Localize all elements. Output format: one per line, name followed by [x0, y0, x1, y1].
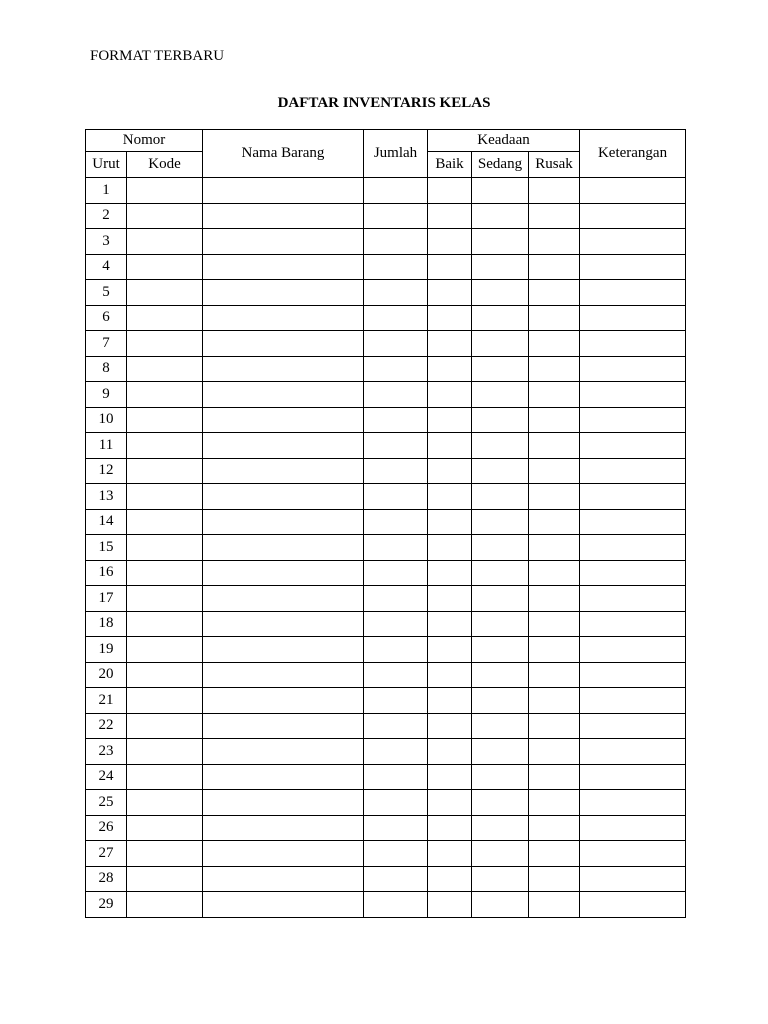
baik-cell — [428, 280, 472, 306]
rusak-cell — [529, 611, 580, 637]
header-jumlah: Jumlah — [364, 130, 428, 178]
keterangan-cell — [580, 382, 686, 408]
rusak-cell — [529, 178, 580, 204]
baik-cell — [428, 458, 472, 484]
kode-cell — [127, 662, 203, 688]
jumlah-cell — [364, 688, 428, 714]
keterangan-cell — [580, 458, 686, 484]
keterangan-cell — [580, 331, 686, 357]
jumlah-cell — [364, 509, 428, 535]
table-row — [86, 637, 686, 663]
sedang-cell — [472, 433, 529, 459]
baik-cell — [428, 535, 472, 561]
sedang-cell — [472, 637, 529, 663]
keterangan-cell — [580, 815, 686, 841]
kode-cell — [127, 764, 203, 790]
keterangan-cell — [580, 764, 686, 790]
baik-cell — [428, 764, 472, 790]
keterangan-cell — [580, 356, 686, 382]
keterangan-cell — [580, 611, 686, 637]
kode-cell — [127, 866, 203, 892]
nama-barang-cell — [203, 203, 364, 229]
baik-cell — [428, 484, 472, 510]
table-row — [86, 560, 686, 586]
sedang-cell — [472, 407, 529, 433]
kode-cell — [127, 790, 203, 816]
table-row — [86, 254, 686, 280]
sedang-cell — [472, 254, 529, 280]
jumlah-cell — [364, 356, 428, 382]
table-row — [86, 815, 686, 841]
nama-barang-cell — [203, 790, 364, 816]
rusak-cell — [529, 203, 580, 229]
sedang-cell — [472, 305, 529, 331]
page-title: DAFTAR INVENTARIS KELAS — [277, 95, 491, 111]
jumlah-cell — [364, 433, 428, 459]
baik-cell — [428, 433, 472, 459]
baik-cell — [428, 662, 472, 688]
keterangan-cell — [580, 535, 686, 561]
nama-barang-cell — [203, 764, 364, 790]
keterangan-cell — [580, 586, 686, 612]
sedang-cell — [472, 688, 529, 714]
baik-cell — [428, 713, 472, 739]
kode-cell — [127, 280, 203, 306]
nama-barang-cell — [203, 509, 364, 535]
rusak-cell — [529, 892, 580, 918]
rusak-cell — [529, 229, 580, 255]
baik-cell — [428, 637, 472, 663]
baik-cell — [428, 611, 472, 637]
table-row — [86, 764, 686, 790]
jumlah-cell — [364, 739, 428, 765]
table-row — [86, 586, 686, 612]
baik-cell — [428, 331, 472, 357]
kode-cell — [127, 254, 203, 280]
header-nomor: Nomor — [86, 130, 203, 152]
keterangan-cell — [580, 866, 686, 892]
nama-barang-cell — [203, 484, 364, 510]
sedang-cell — [472, 790, 529, 816]
jumlah-cell — [364, 407, 428, 433]
rusak-cell — [529, 790, 580, 816]
sedang-cell — [472, 611, 529, 637]
urut-cell: 9 — [86, 382, 127, 408]
nama-barang-cell — [203, 815, 364, 841]
rusak-cell — [529, 484, 580, 510]
urut-cell: 13 — [86, 484, 127, 510]
keterangan-cell — [580, 254, 686, 280]
nama-barang-cell — [203, 535, 364, 561]
table-row — [86, 713, 686, 739]
table-row — [86, 458, 686, 484]
table-row — [86, 382, 686, 408]
rusak-cell — [529, 254, 580, 280]
nama-barang-cell — [203, 229, 364, 255]
kode-cell — [127, 407, 203, 433]
nama-barang-cell — [203, 713, 364, 739]
sedang-cell — [472, 866, 529, 892]
rusak-cell — [529, 866, 580, 892]
urut-cell: 1 — [86, 178, 127, 204]
rusak-cell — [529, 764, 580, 790]
kode-cell — [127, 203, 203, 229]
kode-cell — [127, 178, 203, 204]
kode-cell — [127, 815, 203, 841]
baik-cell — [428, 560, 472, 586]
keterangan-cell — [580, 280, 686, 306]
baik-cell — [428, 305, 472, 331]
table-row — [86, 229, 686, 255]
jumlah-cell — [364, 662, 428, 688]
rusak-cell — [529, 458, 580, 484]
baik-cell — [428, 203, 472, 229]
jumlah-cell — [364, 586, 428, 612]
keterangan-cell — [580, 305, 686, 331]
nama-barang-cell — [203, 560, 364, 586]
nama-barang-cell — [203, 382, 364, 408]
table-row — [86, 535, 686, 561]
nama-barang-cell — [203, 841, 364, 867]
nama-barang-cell — [203, 331, 364, 357]
jumlah-cell — [364, 841, 428, 867]
sedang-cell — [472, 229, 529, 255]
table-row — [86, 509, 686, 535]
rusak-cell — [529, 535, 580, 561]
kode-cell — [127, 484, 203, 510]
jumlah-cell — [364, 713, 428, 739]
baik-cell — [428, 586, 472, 612]
header-keterangan: Keterangan — [580, 130, 686, 178]
baik-cell — [428, 739, 472, 765]
baik-cell — [428, 382, 472, 408]
table-row — [86, 892, 686, 918]
jumlah-cell — [364, 280, 428, 306]
keterangan-cell — [580, 203, 686, 229]
jumlah-cell — [364, 866, 428, 892]
nama-barang-cell — [203, 178, 364, 204]
kode-cell — [127, 586, 203, 612]
sedang-cell — [472, 509, 529, 535]
jumlah-cell — [364, 535, 428, 561]
keterangan-cell — [580, 484, 686, 510]
urut-cell: 7 — [86, 331, 127, 357]
urut-cell: 11 — [86, 433, 127, 459]
rusak-cell — [529, 662, 580, 688]
rusak-cell — [529, 688, 580, 714]
table-row — [86, 178, 686, 204]
table-row — [86, 407, 686, 433]
keterangan-cell — [580, 509, 686, 535]
urut-cell: 27 — [86, 841, 127, 867]
keterangan-cell — [580, 688, 686, 714]
rusak-cell — [529, 433, 580, 459]
nama-barang-cell — [203, 739, 364, 765]
rusak-cell — [529, 280, 580, 306]
nama-barang-cell — [203, 433, 364, 459]
table-row — [86, 866, 686, 892]
header-rusak: Rusak — [529, 152, 580, 178]
rusak-cell — [529, 331, 580, 357]
urut-cell: 3 — [86, 229, 127, 255]
rusak-cell — [529, 739, 580, 765]
urut-cell: 26 — [86, 815, 127, 841]
jumlah-cell — [364, 611, 428, 637]
kode-cell — [127, 535, 203, 561]
sedang-cell — [472, 484, 529, 510]
baik-cell — [428, 892, 472, 918]
sedang-cell — [472, 662, 529, 688]
nama-barang-cell — [203, 458, 364, 484]
keterangan-cell — [580, 560, 686, 586]
urut-cell: 10 — [86, 407, 127, 433]
jumlah-cell — [364, 254, 428, 280]
kode-cell — [127, 305, 203, 331]
jumlah-cell — [364, 560, 428, 586]
inventory-table — [85, 129, 686, 918]
rusak-cell — [529, 841, 580, 867]
kode-cell — [127, 509, 203, 535]
nama-barang-cell — [203, 356, 364, 382]
urut-cell: 18 — [86, 611, 127, 637]
kode-cell — [127, 637, 203, 663]
keterangan-cell — [580, 433, 686, 459]
jumlah-cell — [364, 790, 428, 816]
sedang-cell — [472, 382, 529, 408]
urut-cell: 24 — [86, 764, 127, 790]
sedang-cell — [472, 586, 529, 612]
table-row — [86, 688, 686, 714]
rusak-cell — [529, 356, 580, 382]
kode-cell — [127, 688, 203, 714]
nama-barang-cell — [203, 866, 364, 892]
table-row — [86, 611, 686, 637]
sedang-cell — [472, 535, 529, 561]
urut-cell: 4 — [86, 254, 127, 280]
baik-cell — [428, 790, 472, 816]
sedang-cell — [472, 280, 529, 306]
kode-cell — [127, 331, 203, 357]
keterangan-cell — [580, 892, 686, 918]
jumlah-cell — [364, 331, 428, 357]
table-row — [86, 739, 686, 765]
baik-cell — [428, 866, 472, 892]
sedang-cell — [472, 356, 529, 382]
baik-cell — [428, 509, 472, 535]
header-keadaan: Keadaan — [428, 130, 580, 152]
keterangan-cell — [580, 637, 686, 663]
kode-cell — [127, 892, 203, 918]
sedang-cell — [472, 892, 529, 918]
baik-cell — [428, 841, 472, 867]
kode-cell — [127, 560, 203, 586]
nama-barang-cell — [203, 611, 364, 637]
sedang-cell — [472, 764, 529, 790]
baik-cell — [428, 815, 472, 841]
jumlah-cell — [364, 637, 428, 663]
nama-barang-cell — [203, 280, 364, 306]
keterangan-cell — [580, 407, 686, 433]
rusak-cell — [529, 713, 580, 739]
urut-cell: 12 — [86, 458, 127, 484]
baik-cell — [428, 254, 472, 280]
baik-cell — [428, 407, 472, 433]
urut-cell: 29 — [86, 892, 127, 918]
jumlah-cell — [364, 305, 428, 331]
table-row — [86, 790, 686, 816]
sedang-cell — [472, 713, 529, 739]
jumlah-cell — [364, 229, 428, 255]
nama-barang-cell — [203, 407, 364, 433]
baik-cell — [428, 356, 472, 382]
table-row — [86, 356, 686, 382]
table-row — [86, 433, 686, 459]
sedang-cell — [472, 739, 529, 765]
nama-barang-cell — [203, 305, 364, 331]
format-note: FORMAT TERBARU — [90, 48, 225, 64]
table-row — [86, 280, 686, 306]
nama-barang-cell — [203, 254, 364, 280]
nama-barang-cell — [203, 637, 364, 663]
jumlah-cell — [364, 764, 428, 790]
jumlah-cell — [364, 382, 428, 408]
table-row — [86, 203, 686, 229]
sedang-cell — [472, 560, 529, 586]
sedang-cell — [472, 841, 529, 867]
jumlah-cell — [364, 892, 428, 918]
urut-cell: 28 — [86, 866, 127, 892]
kode-cell — [127, 841, 203, 867]
kode-cell — [127, 611, 203, 637]
nama-barang-cell — [203, 892, 364, 918]
nama-barang-cell — [203, 662, 364, 688]
keterangan-cell — [580, 841, 686, 867]
kode-cell — [127, 739, 203, 765]
header-kode: Kode — [127, 152, 203, 178]
urut-cell: 17 — [86, 586, 127, 612]
urut-cell: 22 — [86, 713, 127, 739]
table-row — [86, 662, 686, 688]
inventory-table-body — [86, 178, 686, 918]
rusak-cell — [529, 509, 580, 535]
sedang-cell — [472, 331, 529, 357]
rusak-cell — [529, 407, 580, 433]
nama-barang-cell — [203, 586, 364, 612]
header-baik: Baik — [428, 152, 472, 178]
header-sedang: Sedang — [472, 152, 529, 178]
baik-cell — [428, 688, 472, 714]
jumlah-cell — [364, 178, 428, 204]
urut-cell: 15 — [86, 535, 127, 561]
kode-cell — [127, 433, 203, 459]
kode-cell — [127, 458, 203, 484]
keterangan-cell — [580, 662, 686, 688]
baik-cell — [428, 229, 472, 255]
jumlah-cell — [364, 203, 428, 229]
rusak-cell — [529, 305, 580, 331]
kode-cell — [127, 713, 203, 739]
rusak-cell — [529, 815, 580, 841]
header-urut: Urut — [86, 152, 127, 178]
urut-cell: 14 — [86, 509, 127, 535]
sedang-cell — [472, 815, 529, 841]
rusak-cell — [529, 382, 580, 408]
table-row — [86, 841, 686, 867]
keterangan-cell — [580, 178, 686, 204]
jumlah-cell — [364, 458, 428, 484]
urut-cell: 8 — [86, 356, 127, 382]
header-nama-barang: Nama Barang — [203, 130, 364, 178]
keterangan-cell — [580, 229, 686, 255]
sedang-cell — [472, 178, 529, 204]
baik-cell — [428, 178, 472, 204]
urut-cell: 16 — [86, 560, 127, 586]
jumlah-cell — [364, 815, 428, 841]
urut-cell: 5 — [86, 280, 127, 306]
urut-cell: 21 — [86, 688, 127, 714]
kode-cell — [127, 356, 203, 382]
keterangan-cell — [580, 739, 686, 765]
table-row — [86, 484, 686, 510]
kode-cell — [127, 229, 203, 255]
urut-cell: 25 — [86, 790, 127, 816]
urut-cell: 19 — [86, 637, 127, 663]
rusak-cell — [529, 586, 580, 612]
urut-cell: 6 — [86, 305, 127, 331]
keterangan-cell — [580, 790, 686, 816]
kode-cell — [127, 382, 203, 408]
rusak-cell — [529, 560, 580, 586]
urut-cell: 23 — [86, 739, 127, 765]
sedang-cell — [472, 203, 529, 229]
sedang-cell — [472, 458, 529, 484]
urut-cell: 20 — [86, 662, 127, 688]
jumlah-cell — [364, 484, 428, 510]
nama-barang-cell — [203, 688, 364, 714]
table-row — [86, 305, 686, 331]
table-row — [86, 331, 686, 357]
urut-cell: 2 — [86, 203, 127, 229]
keterangan-cell — [580, 713, 686, 739]
rusak-cell — [529, 637, 580, 663]
